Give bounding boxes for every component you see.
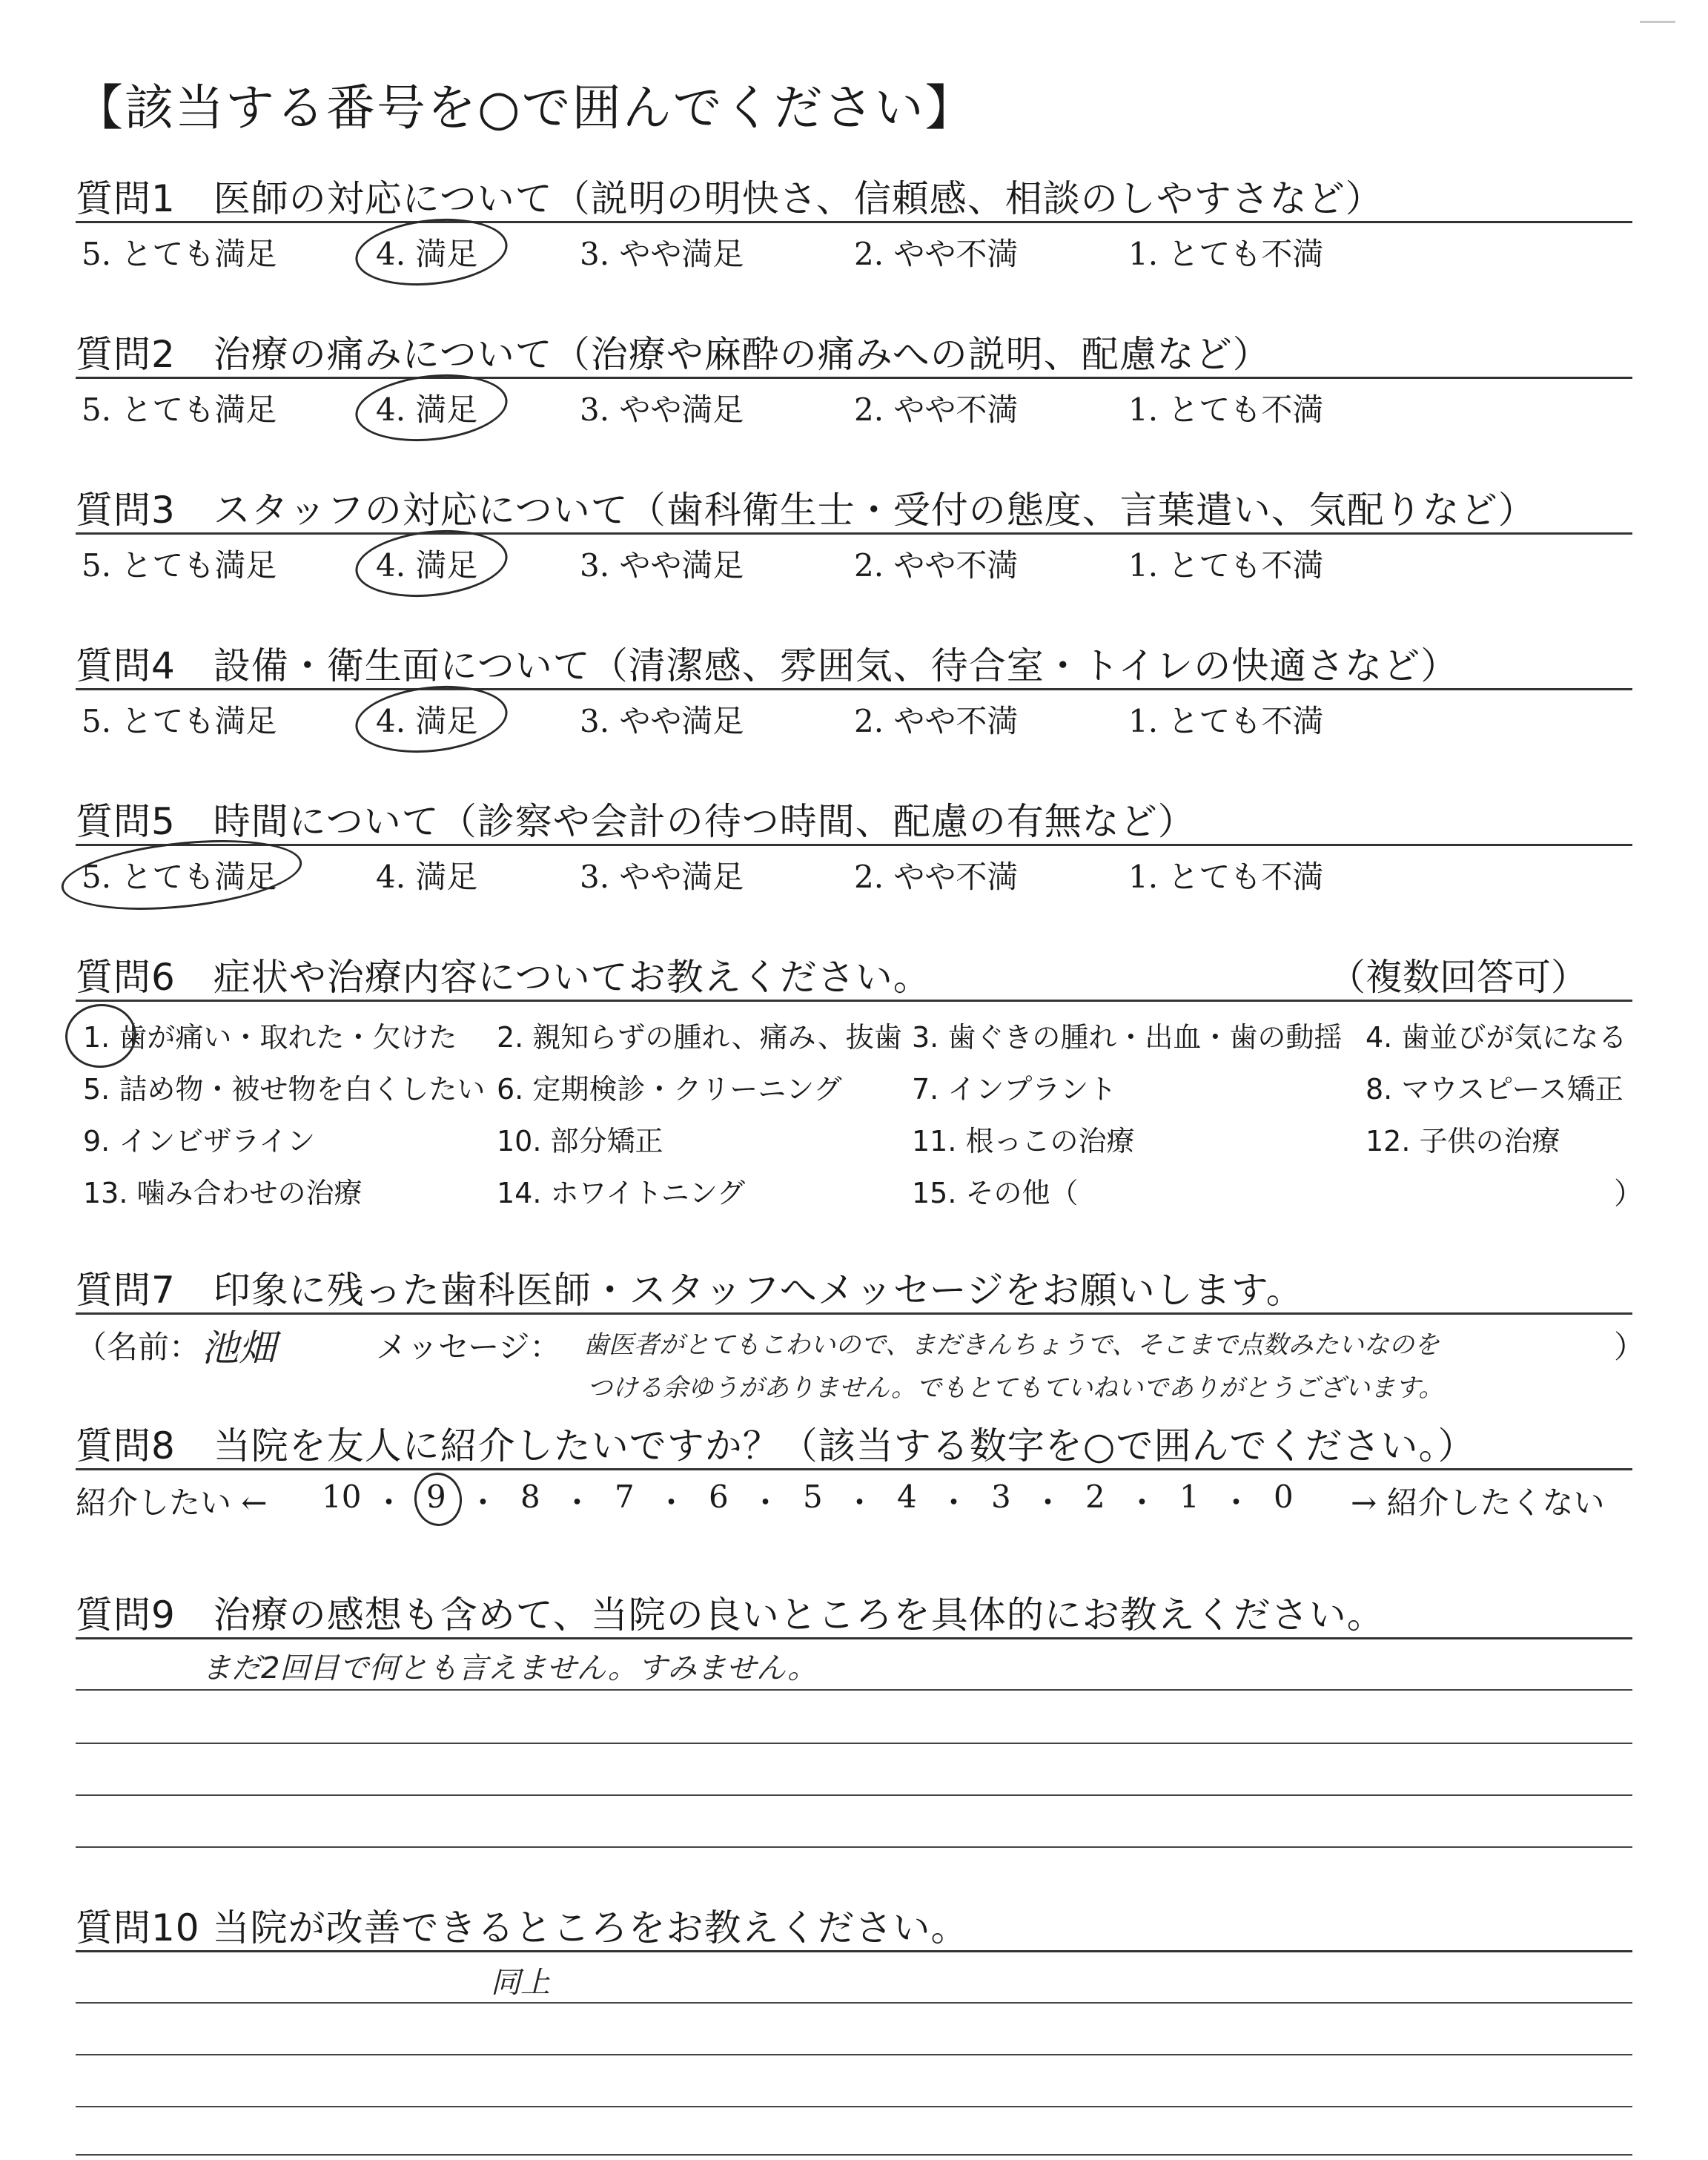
selection-circle <box>352 523 511 604</box>
rating-option[interactable]: 3. やや満足 <box>580 236 744 272</box>
symptom-option[interactable]: 4. 歯並びが気になる <box>1366 1021 1627 1054</box>
scale-number[interactable]: 7 <box>615 1479 635 1515</box>
message-handwritten-line-1[interactable]: 歯医者がとてもこわいので、まだきんちょうで、そこまで点数みたいなのを <box>583 1330 1440 1360</box>
scale-separator: ・ <box>1126 1484 1158 1521</box>
rating-options <box>76 541 1632 586</box>
symptom-option[interactable]: 9. インビザライン <box>83 1125 316 1157</box>
message-handwritten-line-2[interactable]: つける余ゆうがありません。でもとてもていねいでありがとうございます。 <box>587 1373 1444 1403</box>
question-rule <box>76 1312 1632 1315</box>
question-title: 質問9 治療の感想も含めて、当院の良いところを具体的にお教えください。 <box>76 1593 1385 1636</box>
rating-options <box>76 386 1632 430</box>
question-title: 質問1 医師の対応について（説明の明快さ、信頼感、相談のしやすさなど） <box>76 177 1383 220</box>
message-close-paren: ） <box>1614 1329 1646 1365</box>
rating-option[interactable]: 5. とても満足 <box>82 392 277 428</box>
question-title: 質問3 スタッフの対応について（歯科衛生士・受付の態度、言葉遣い、気配りなど） <box>76 489 1536 532</box>
question-title: 質問5 時間について（診察や会計の待つ時間、配慮の有無など） <box>76 800 1196 843</box>
question-rule <box>76 377 1632 379</box>
symptom-option[interactable]: 14. ホワイトニング <box>497 1177 746 1209</box>
rating-option[interactable]: 5. とても満足 <box>82 703 277 739</box>
answer-line <box>76 1794 1632 1796</box>
scale-number[interactable]: 4 <box>897 1479 917 1515</box>
scale-separator: ・ <box>844 1484 875 1521</box>
selection-circle <box>352 367 511 448</box>
question-rule <box>76 844 1632 846</box>
rating-option[interactable]: 2. やや不満 <box>854 547 1019 584</box>
symptom-option[interactable]: 6. 定期検診・クリーニング <box>497 1073 842 1106</box>
question-rule <box>76 1637 1632 1639</box>
scale-number[interactable]: 5 <box>803 1479 823 1515</box>
selection-circle <box>411 1470 464 1528</box>
answer-line <box>76 2106 1632 2107</box>
scale-separator: ・ <box>1032 1484 1064 1521</box>
scale-separator: ・ <box>938 1484 970 1521</box>
rating-option[interactable]: 1. とても不満 <box>1128 703 1324 739</box>
page-title: 【該当する番号を○で囲んでください】 <box>74 79 976 136</box>
multiple-answer-note: （複数回答可） <box>1328 956 1588 999</box>
rating-options <box>76 697 1632 742</box>
selection-circle <box>62 1000 139 1071</box>
scale-left-label: 紹介したい ← <box>76 1484 268 1521</box>
question-rule <box>76 1000 1632 1002</box>
answer-line <box>76 2002 1632 2004</box>
question-title: 質問4 設備・衛生面について（清潔感、雰囲気、待合室・トイレの快適さなど） <box>76 644 1459 687</box>
rating-option[interactable]: 3. やや満足 <box>580 703 744 739</box>
symptom-option[interactable]: 13. 噛み合わせの治療 <box>83 1177 363 1209</box>
answer-handwritten[interactable]: 同上 <box>491 1966 550 2000</box>
scale-right-label: → 紹介したくない <box>1351 1484 1605 1521</box>
rating-option[interactable]: 3. やや満足 <box>580 859 744 895</box>
rating-option[interactable]: 3. やや満足 <box>580 547 744 584</box>
recommend-scale <box>76 1479 1632 1523</box>
answer-line <box>76 1743 1632 1744</box>
question-rule <box>76 532 1632 535</box>
symptom-option[interactable]: 8. マウスピース矯正 <box>1366 1073 1623 1106</box>
symptom-option[interactable]: 7. インプラント <box>912 1073 1117 1106</box>
page-corner-mark <box>1640 21 1675 26</box>
symptom-option[interactable]: 3. 歯ぐきの腫れ・出血・歯の動揺 <box>912 1021 1343 1054</box>
question-title: 質問6 症状や治療内容についてお教えください。 <box>76 956 931 999</box>
rating-option[interactable]: 5. とても満足 <box>82 236 277 272</box>
question-title: 質問7 印象に残った歯科医師・スタッフへメッセージをお願いします。 <box>76 1269 1304 1312</box>
symptom-option[interactable]: 5. 詰め物・被せ物を白くしたい <box>83 1073 486 1106</box>
rating-option[interactable]: 5. とても満足 <box>82 547 277 584</box>
rating-option[interactable]: 2. やや不満 <box>854 703 1019 739</box>
rating-option[interactable]: 2. やや不満 <box>854 859 1019 895</box>
question-title: 質問2 治療の痛みについて（治療や麻酔の痛みへの説明、配慮など） <box>76 333 1271 376</box>
symptom-option[interactable]: 1. 歯が痛い・取れた・欠けた <box>83 1021 457 1054</box>
question-rule <box>76 1468 1632 1470</box>
scale-separator: ・ <box>467 1484 499 1521</box>
scale-number[interactable]: 3 <box>991 1479 1011 1515</box>
rating-option[interactable]: 5. とても満足 <box>82 859 277 895</box>
scale-separator: ・ <box>561 1484 593 1521</box>
symptom-option[interactable]: 11. 根っこの治療 <box>912 1125 1135 1157</box>
question-rule <box>76 221 1632 223</box>
rating-option[interactable]: 4. 満足 <box>376 236 478 272</box>
scale-number[interactable]: 9 <box>426 1479 446 1515</box>
question-title: 質問8 当院を友人に紹介したいですか？（該当する数字を○で囲んでください。） <box>76 1424 1476 1467</box>
question-rule <box>76 1950 1632 1952</box>
scale-number[interactable]: 10 <box>322 1479 362 1515</box>
rating-option[interactable]: 1. とても不満 <box>1128 236 1324 272</box>
rating-option[interactable]: 1. とても不満 <box>1128 547 1324 584</box>
rating-option[interactable]: 2. やや不満 <box>854 392 1019 428</box>
other-close-paren: ） <box>1614 1177 1644 1211</box>
selection-circle <box>352 211 511 292</box>
rating-option[interactable]: 2. やや不満 <box>854 236 1019 272</box>
scale-number[interactable]: 1 <box>1179 1479 1199 1515</box>
rating-option[interactable]: 4. 満足 <box>376 392 478 428</box>
rating-option[interactable]: 4. 満足 <box>376 703 478 739</box>
question-title: 質問10 当院が改善できるところをお教えください。 <box>76 1906 969 1949</box>
symptom-option[interactable]: 10. 部分矯正 <box>497 1125 663 1157</box>
symptom-option[interactable]: 12. 子供の治療 <box>1366 1125 1560 1157</box>
rating-option[interactable]: 1. とても不満 <box>1128 859 1324 895</box>
answer-line <box>76 1689 1632 1691</box>
name-handwritten[interactable]: 池畑 <box>202 1327 276 1370</box>
symptom-option[interactable]: 2. 親知らずの腫れ、痛み、抜歯 <box>497 1021 902 1054</box>
scale-separator: ・ <box>749 1484 781 1521</box>
rating-option[interactable]: 3. やや満足 <box>580 392 744 428</box>
selection-circle <box>352 678 511 759</box>
rating-option[interactable]: 1. とても不満 <box>1128 392 1324 428</box>
symptom-option[interactable]: 15. その他（ <box>912 1177 1079 1209</box>
rating-options <box>76 853 1632 897</box>
scale-number[interactable]: 0 <box>1274 1479 1294 1515</box>
answer-line <box>76 1846 1632 1848</box>
scale-separator: ・ <box>1220 1484 1252 1521</box>
rating-option[interactable]: 4. 満足 <box>376 547 478 584</box>
scale-separator: ・ <box>655 1484 687 1521</box>
scale-number[interactable]: 2 <box>1085 1479 1105 1515</box>
name-label: （名前： <box>76 1329 201 1365</box>
answer-line <box>76 2054 1632 2055</box>
answer-line <box>76 2154 1632 2156</box>
message-label: メッセージ： <box>376 1329 561 1365</box>
rating-option[interactable]: 4. 満足 <box>376 859 478 895</box>
answer-handwritten[interactable]: まだ2回目で何とも言えません。すみません。 <box>202 1651 818 1685</box>
rating-options <box>76 230 1632 274</box>
question-rule <box>76 688 1632 690</box>
scale-separator: ・ <box>373 1484 405 1521</box>
scale-number[interactable]: 8 <box>520 1479 540 1515</box>
scale-number[interactable]: 6 <box>709 1479 729 1515</box>
